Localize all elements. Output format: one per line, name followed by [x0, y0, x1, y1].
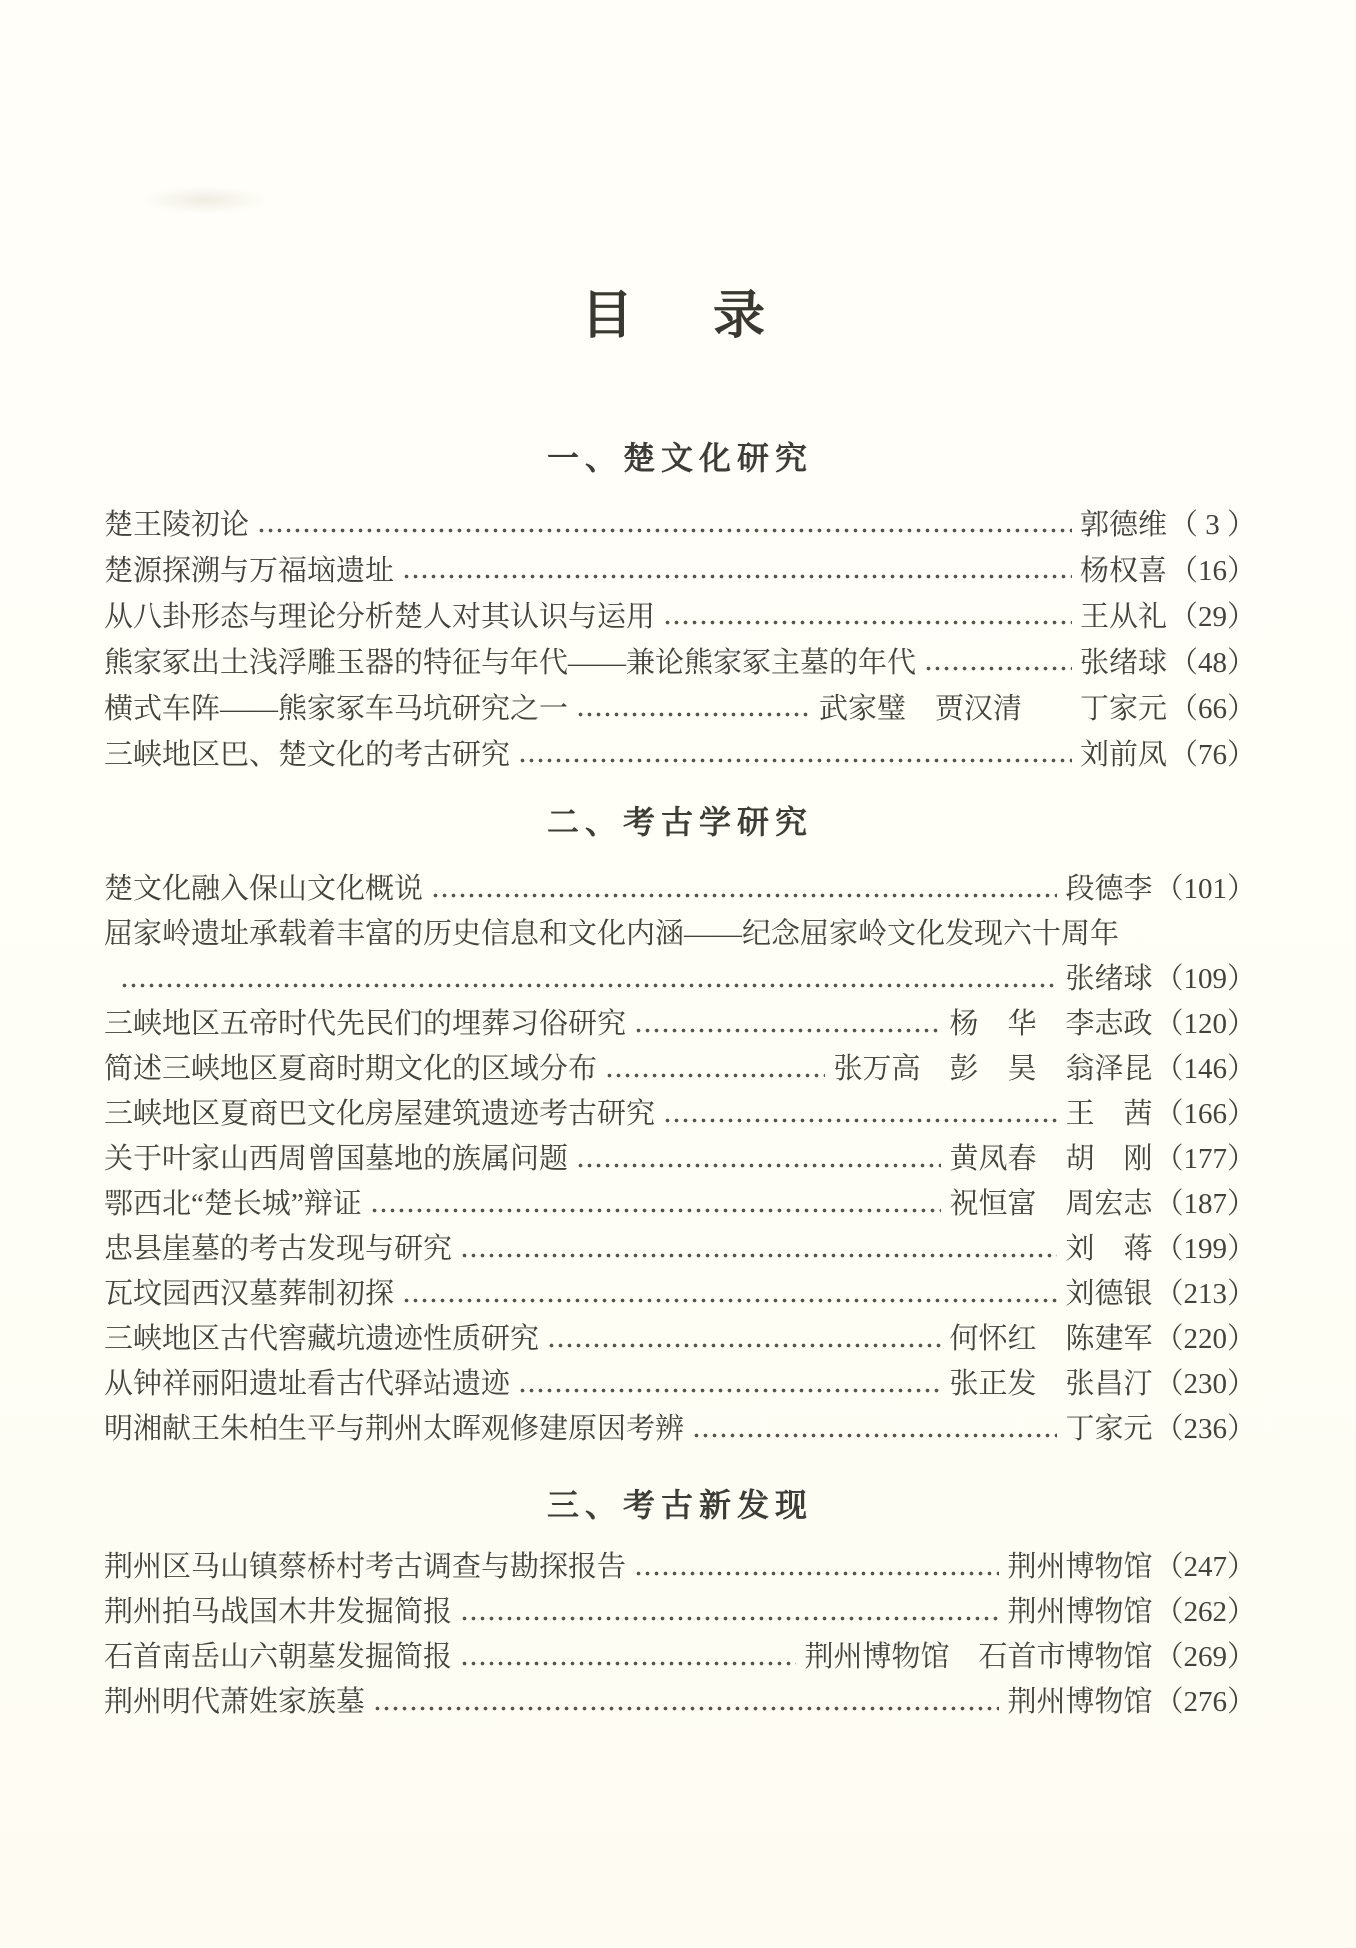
- entry-title: 简述三峡地区夏商时期文化的区域分布: [104, 1053, 598, 1085]
- section-heading: 一、楚文化研究: [546, 440, 813, 476]
- toc-entry: [104, 1407, 1256, 1452]
- toc-entry-line: [104, 1002, 1256, 1047]
- entry-page-number: （269）: [1154, 1641, 1256, 1673]
- entry-page-number: （166）: [1154, 1098, 1256, 1130]
- toc-entry: [104, 1317, 1256, 1362]
- toc-entry-line: [104, 1590, 1256, 1635]
- dot-leader: [255, 502, 1072, 548]
- toc-entry: [104, 912, 1256, 1002]
- toc-entry-line: [104, 732, 1256, 778]
- dot-leader: [632, 1545, 999, 1590]
- entry-page-number: （177）: [1154, 1143, 1256, 1175]
- entry-authors: 刘 蒋: [1065, 1233, 1153, 1265]
- dot-leader: [632, 1002, 941, 1047]
- entry-page-number: （230）: [1154, 1368, 1256, 1400]
- toc-entry: [104, 1182, 1256, 1227]
- entry-title: 从八卦形态与理论分析楚人对其认识与运用: [104, 601, 656, 633]
- dot-leader: [690, 1407, 1057, 1452]
- toc-list: [104, 502, 1256, 778]
- entry-page-number: （262）: [1154, 1596, 1256, 1628]
- dot-leader: [458, 1590, 999, 1635]
- dot-leader: [574, 1137, 941, 1182]
- section-heading: 三、考古新发现: [546, 1487, 813, 1523]
- toc-entry-line: [104, 594, 1256, 640]
- toc-entry-line: [104, 1545, 1256, 1590]
- toc-entry-line: [104, 1272, 1256, 1317]
- entry-authors: 刘德银: [1065, 1278, 1153, 1310]
- entry-title: 瓦坟园西汉墓葬制初探: [104, 1278, 395, 1310]
- dot-leader: [368, 1182, 942, 1227]
- entry-authors: 张绪球: [1079, 647, 1167, 679]
- toc-entry: [104, 1137, 1256, 1182]
- dot-leader: [400, 548, 1072, 594]
- entry-page-number: （109）: [1154, 963, 1256, 995]
- entry-page-number: （16）: [1168, 555, 1256, 587]
- toc-entry-line: [104, 1092, 1256, 1137]
- page-content: [104, 0, 1256, 1725]
- toc-list: [104, 1545, 1256, 1725]
- toc-entry: [104, 1635, 1256, 1680]
- entry-page-number: （187）: [1154, 1188, 1256, 1220]
- toc-section: [104, 438, 1256, 778]
- toc-entry-line: [104, 686, 1256, 732]
- toc-entry: [104, 1590, 1256, 1635]
- entry-page-number: （220）: [1154, 1323, 1256, 1355]
- entry-title: 楚王陵初论: [104, 509, 250, 541]
- toc-entry-continuation-line: [104, 957, 1256, 1002]
- entry-title: 横式车阵——熊家冢车马坑研究之一: [104, 693, 569, 725]
- entry-authors: 黄凤春 胡 刚: [949, 1143, 1153, 1175]
- toc-entry-line: [104, 867, 1256, 912]
- entry-title: 熊家冢出土浅浮雕玉器的特征与年代——兼论熊家冢主墓的年代: [104, 647, 917, 679]
- toc-entry-line: [104, 1317, 1256, 1362]
- toc-entry-line: [104, 548, 1256, 594]
- entry-page-number: （247）: [1154, 1551, 1256, 1583]
- toc-entry-line: [104, 1635, 1256, 1680]
- entry-page-number: （146）: [1154, 1053, 1256, 1085]
- entry-title: 荆州区马山镇蔡桥村考古调查与勘探报告: [104, 1551, 627, 1583]
- entry-authors: 段德李: [1065, 873, 1153, 905]
- dot-leader: [429, 867, 1057, 912]
- toc-entry: [104, 1227, 1256, 1272]
- entry-page-number: （76）: [1168, 739, 1256, 771]
- entry-authors: 杨 华 李志政: [949, 1008, 1153, 1040]
- dot-leader: [574, 686, 811, 732]
- entry-title: 石首南岳山六朝墓发掘简报: [104, 1641, 453, 1673]
- entry-authors: 王 茜: [1065, 1098, 1153, 1130]
- entry-authors: 荆州博物馆: [1007, 1596, 1153, 1628]
- entry-authors: 荆州博物馆: [1007, 1686, 1153, 1718]
- entry-title: 三峡地区夏商巴文化房屋建筑遗迹考古研究: [104, 1098, 656, 1130]
- toc-entry: [104, 732, 1256, 778]
- entry-title: 三峡地区巴、楚文化的考古研究: [104, 739, 511, 771]
- toc-entry: [104, 1092, 1256, 1137]
- entry-authors: 荆州博物馆: [1007, 1551, 1153, 1583]
- entry-title: 从钟祥丽阳遗址看古代驿站遗迹: [104, 1368, 511, 1400]
- entry-page-number: （66）: [1168, 693, 1256, 725]
- entry-authors: 武家璧 贾汉清 丁家元: [818, 693, 1167, 725]
- section-heading: 二、考古学研究: [546, 804, 813, 840]
- entry-page-number: （276）: [1154, 1686, 1256, 1718]
- toc-section: [104, 1485, 1256, 1725]
- toc-entry-title-line: [104, 912, 1256, 957]
- toc-list: [104, 867, 1256, 1452]
- entry-page-number: （ 3 ）: [1168, 509, 1256, 541]
- toc-entry-line: [104, 1047, 1256, 1092]
- toc-entry: [104, 1545, 1256, 1590]
- entry-authors: 张正发 张昌汀: [949, 1368, 1153, 1400]
- dot-leader: [661, 1092, 1057, 1137]
- entry-page-number: （48）: [1168, 647, 1256, 679]
- toc-entry: [104, 548, 1256, 594]
- dot-leader: [516, 732, 1072, 778]
- entry-title: 荆州拍马战国木井发掘简报: [104, 1596, 453, 1628]
- entry-authors: 张绪球: [1065, 963, 1153, 995]
- entry-page-number: （120）: [1154, 1008, 1256, 1040]
- toc-entry-line: [104, 1362, 1256, 1407]
- dot-leader: [400, 1272, 1057, 1317]
- entry-authors: 郭德维: [1079, 509, 1167, 541]
- entry-authors: 何怀红 陈建军: [949, 1323, 1153, 1355]
- dot-leader: [371, 1680, 999, 1725]
- toc-entry: [104, 640, 1256, 686]
- toc-sections: [104, 438, 1256, 1725]
- toc-entry: [104, 867, 1256, 912]
- entry-title: 三峡地区五帝时代先民们的埋葬习俗研究: [104, 1008, 627, 1040]
- toc-entry-line: [104, 640, 1256, 686]
- dot-leader: [458, 1227, 1057, 1272]
- entry-page-number: （101）: [1154, 873, 1256, 905]
- toc-entry-line: [104, 1182, 1256, 1227]
- entry-authors: 杨权喜: [1079, 555, 1167, 587]
- toc-entry: [104, 686, 1256, 732]
- toc-entry: [104, 1272, 1256, 1317]
- entry-page-number: （199）: [1154, 1233, 1256, 1265]
- entry-title: 屈家岭遗址承载着丰富的历史信息和文化内涵——纪念屈家岭文化发现六十周年: [104, 918, 1120, 950]
- toc-section: [104, 802, 1256, 1452]
- entry-title: 三峡地区古代窖藏坑遗迹性质研究: [104, 1323, 540, 1355]
- entry-page-number: （236）: [1154, 1413, 1256, 1445]
- toc-entry: [104, 1002, 1256, 1047]
- toc-entry-line: [104, 1227, 1256, 1272]
- entry-authors: 荆州博物馆 石首市博物馆: [804, 1641, 1153, 1673]
- entry-title: 楚源探溯与万福垴遗址: [104, 555, 395, 587]
- entry-title: 忠县崖墓的考古发现与研究: [104, 1233, 453, 1265]
- toc-entry: [104, 1362, 1256, 1407]
- entry-page-number: （213）: [1154, 1278, 1256, 1310]
- entry-authors: 祝恒富 周宏志: [949, 1188, 1153, 1220]
- entry-title: 鄂西北“楚长城”辩证: [104, 1188, 362, 1220]
- entry-title: 楚文化融入保山文化概说: [104, 873, 424, 905]
- toc-entry-line: [104, 1407, 1256, 1452]
- entry-title: 荆州明代萧姓家族墓: [104, 1686, 366, 1718]
- toc-entry-line: [104, 502, 1256, 548]
- entry-page-number: （29）: [1168, 601, 1256, 633]
- dot-leader: [603, 1047, 825, 1092]
- dot-leader: [661, 594, 1072, 640]
- entry-title: 关于叶家山西周曾国墓地的族属问题: [104, 1143, 569, 1175]
- dot-leader: [516, 1362, 941, 1407]
- entry-title: 明湘献王朱柏生平与荆州太晖观修建原因考辨: [104, 1413, 685, 1445]
- entry-authors: 张万高 彭 昊 翁泽昆: [833, 1053, 1153, 1085]
- entry-authors: 丁家元: [1065, 1413, 1153, 1445]
- dot-leader: [458, 1635, 796, 1680]
- page-title: 目 录: [580, 288, 779, 345]
- toc-entry: [104, 594, 1256, 640]
- dot-leader: [545, 1317, 941, 1362]
- dot-leader: [118, 957, 1057, 1002]
- dot-leader: [922, 640, 1072, 686]
- toc-entry: [104, 1680, 1256, 1725]
- toc-entry-line: [104, 1137, 1256, 1182]
- entry-authors: 王从礼: [1079, 601, 1167, 633]
- toc-entry: [104, 502, 1256, 548]
- toc-entry-line: [104, 1680, 1256, 1725]
- toc-entry: [104, 1047, 1256, 1092]
- entry-authors: 刘前凤: [1079, 739, 1167, 771]
